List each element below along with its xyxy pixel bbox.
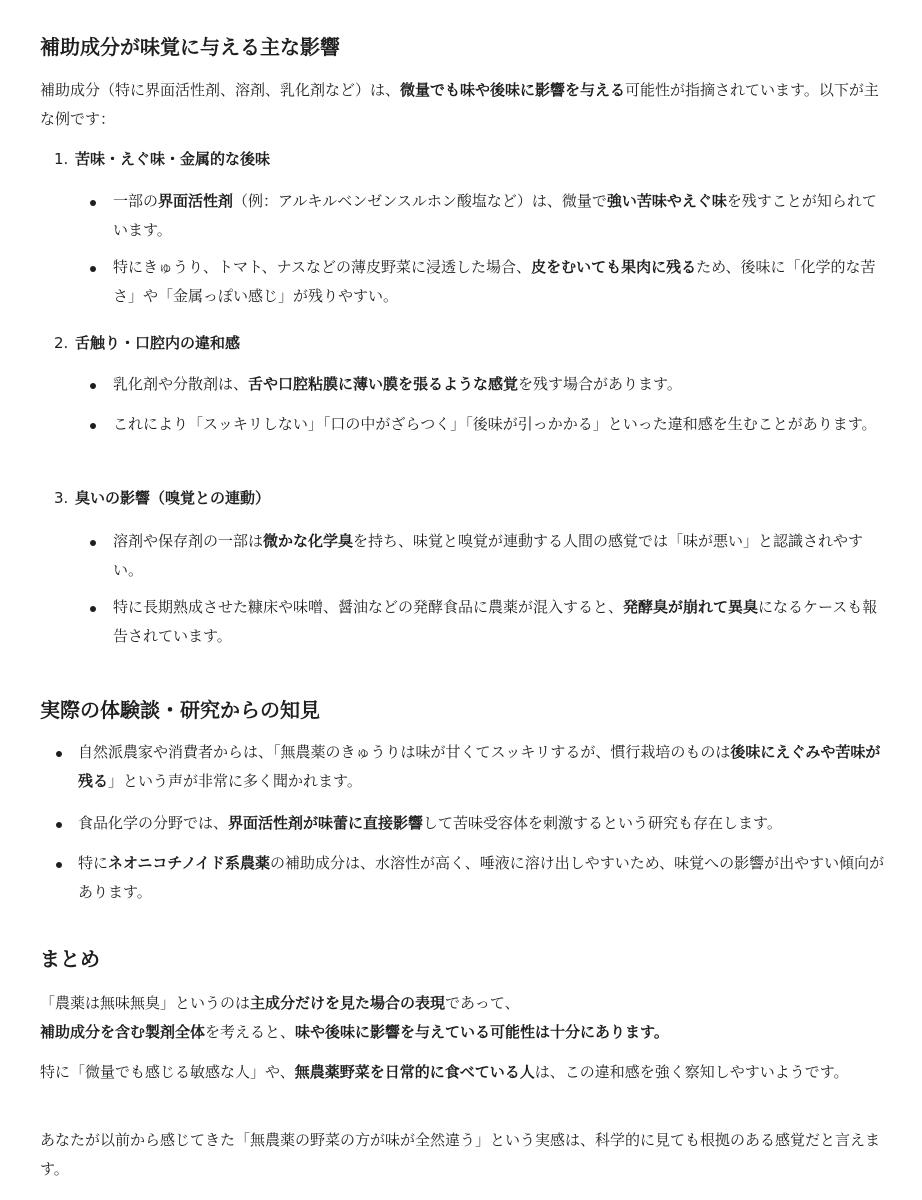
summary-paragraph-3	[40, 1126, 890, 1184]
text-run: を持ち、味覚と嗅覚が連動する人間の感覚では「味が悪い」と認識されやすい。	[113, 532, 864, 579]
text-run: を残す場合があります。	[518, 375, 682, 393]
emphasis-text: 界面活性剤が味蕾に直接影響	[228, 814, 424, 832]
section-heading-findings: 実際の体験談・研究からの知見	[40, 698, 320, 722]
list-item-texture	[54, 331, 240, 355]
emphasis-text: 無農薬野菜を日常的に食べている人	[294, 1063, 535, 1081]
text-run: の補助成分は、水溶性が高く、唾液に溶け出しやすいため、味覚への影響が出やすい傾向があります。	[78, 854, 885, 901]
emphasis-text: 後味にえぐみや苦味が残る	[78, 743, 881, 790]
emphasis-text: 舌や口腔粘膜に薄い膜を張るような感覚	[248, 375, 519, 393]
emphasis-text: 皮をむいても果肉に残る	[531, 258, 697, 276]
section-heading-effects: 補助成分が味覚に与える主な影響	[40, 35, 340, 59]
intro-paragraph	[40, 76, 890, 134]
text-run: あなたが以前から感じてきた「無農薬の野菜の方が味が全然違う」という実感は、科学的に見ても根拠のある感覚だと言えます。	[40, 1131, 881, 1178]
text-run: これにより「スッキリしない」「口の中がざらつく」「後味が引っかかる」といった違和感を生むことがあります。	[113, 415, 877, 433]
list-item-title: 舌触り・口腔内の違和感	[75, 334, 241, 352]
text-run: になるケースも報告されています。	[113, 598, 878, 645]
bullet-icon	[56, 862, 62, 868]
text-run: 溶剤や保存剤の一部は	[113, 532, 264, 550]
list-item-smell	[54, 486, 270, 510]
summary-line-1	[40, 989, 890, 1018]
summary-line-2	[40, 1018, 890, 1047]
emphasis-text: 微かな化学臭	[263, 532, 354, 550]
emphasis-text: 界面活性剤	[158, 192, 234, 210]
text-run: 「農薬は無味無臭」というのは	[40, 994, 251, 1012]
list-item-title: 臭いの影響（嗅覚との連動）	[75, 489, 271, 507]
bullet-text	[78, 809, 893, 838]
list-item-title: 苦味・えぐ味・金属的な後味	[75, 150, 271, 168]
emphasis-text: ネオニコチノイド系農薬	[108, 854, 271, 872]
text-run: ため、後味に「化学的な苦さ」や「金属っぽい感じ」が残りやすい。	[113, 258, 876, 305]
emphasis-text: 強い苦味やえぐ味	[606, 192, 727, 210]
text-run: 特に長期熟成させた糠床や味噌、醤油などの発酵食品に農薬が混入すると、	[113, 598, 624, 616]
text-run: して苦味受容体を刺激するという研究も存在します。	[423, 814, 782, 832]
list-number: 2.	[54, 334, 69, 352]
list-item-bitterness	[54, 147, 270, 171]
summary-paragraph-2	[40, 1058, 890, 1087]
bullet-text	[78, 849, 893, 907]
text-run: 自然派農家や消費者からは、「無農薬のきゅうりは味が甘くてスッキリするが、慣行栽培のものは	[78, 743, 731, 761]
text-run: （例：アルキルベンゼンスルホン酸塩など）は、微量で	[233, 192, 607, 210]
bullet-icon	[90, 383, 96, 389]
bullet-text	[113, 253, 888, 311]
bullet-icon	[56, 751, 62, 757]
text-run: 特に「微量でも感じる敏感な人」や、	[40, 1063, 295, 1081]
bullet-text	[113, 187, 888, 245]
text-run: を残すことが知られています。	[113, 192, 877, 239]
text-run: 一部の	[113, 192, 159, 210]
bullet-text	[113, 370, 888, 399]
emphasis-text: 主成分だけを見た場合の表現	[250, 994, 446, 1012]
bullet-icon	[90, 200, 96, 206]
text-run: 可能性が指摘されています。以下が主な例です：	[40, 81, 879, 128]
emphasis-text: 味や後味に影響を与えている可能性は十分にあります。	[295, 1023, 669, 1041]
bullet-text	[113, 527, 888, 585]
text-run: であって、	[445, 994, 520, 1012]
emphasis-text: 発酵臭が崩れて異臭	[623, 598, 759, 616]
text-run: を考えると、	[205, 1023, 296, 1041]
bullet-text	[113, 410, 888, 439]
bullet-text	[78, 738, 893, 796]
text-run: 」という声が非常に多く聞かれます。	[108, 772, 362, 790]
list-number: 3.	[54, 489, 69, 507]
bullet-icon	[90, 540, 96, 546]
section-heading-summary: まとめ	[40, 947, 100, 971]
text-run: 補助成分（特に界面活性剤、溶剤、乳化剤など）は、	[40, 81, 401, 99]
list-number: 1.	[54, 150, 69, 168]
text-run: 乳化剤や分散剤は、	[113, 375, 249, 393]
bullet-icon	[90, 423, 96, 429]
emphasis-text: 微量でも味や後味に影響を与える	[400, 81, 626, 99]
emphasis-text: 補助成分を含む製剤全体	[40, 1023, 206, 1041]
text-run: 特に	[78, 854, 109, 872]
bullet-text	[113, 593, 888, 651]
bullet-icon	[90, 606, 96, 612]
bullet-icon	[56, 822, 62, 828]
bullet-icon	[90, 266, 96, 272]
text-run: 特にきゅうり、トマト、ナスなどの薄皮野菜に浸透した場合、	[113, 258, 532, 276]
text-run: 食品化学の分野では、	[78, 814, 229, 832]
text-run: は、この違和感を強く察知しやすいようです。	[534, 1063, 849, 1081]
